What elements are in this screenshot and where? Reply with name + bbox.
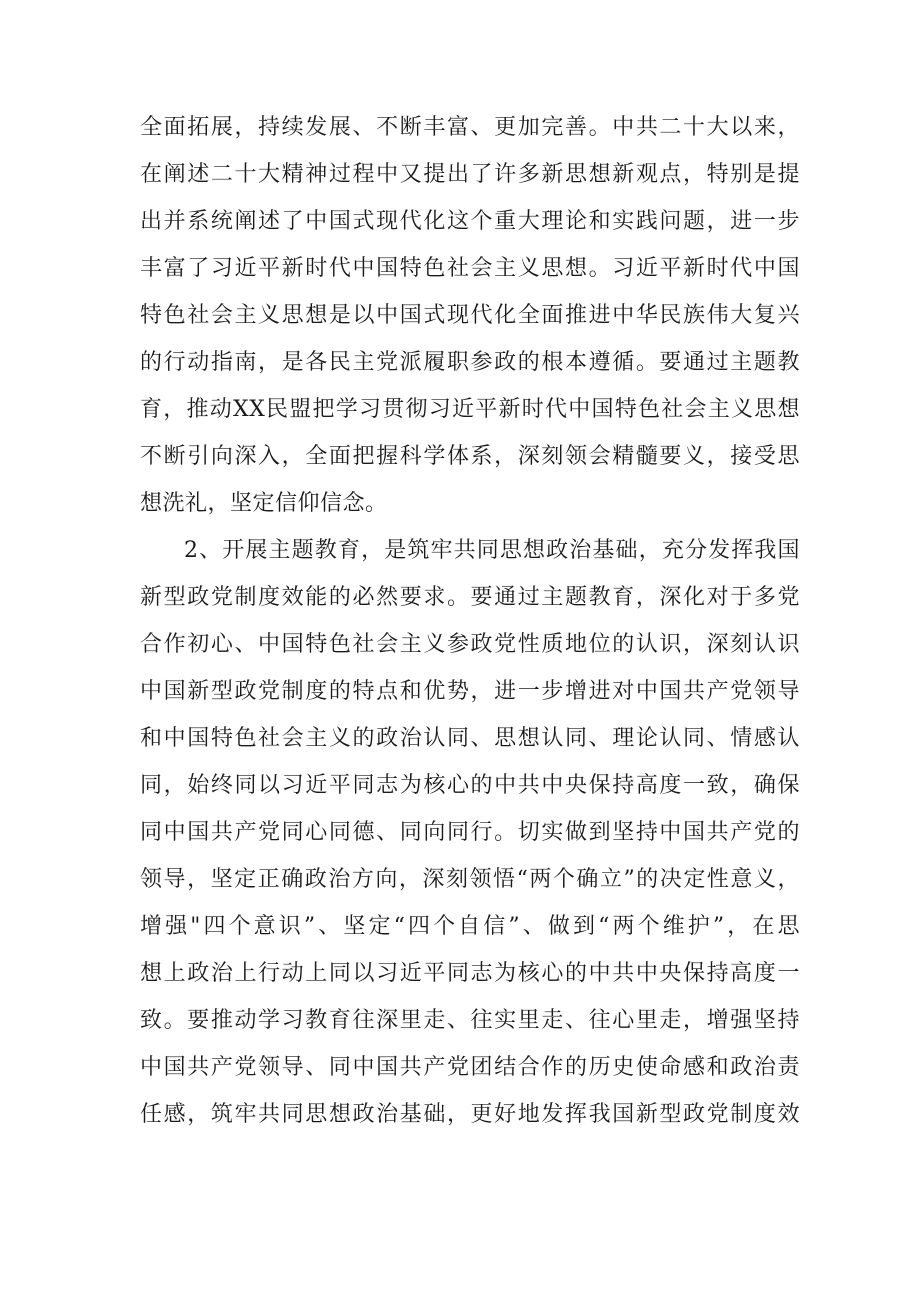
text-line: 领导，坚定正确政治方向，深刻领悟“两个确立”的决定性意义，	[140, 867, 800, 892]
text-line: 的行动指南，是各民主党派履职参政的根本遵循。要通过主题教	[140, 350, 800, 375]
text-line: 想上政治上行动上同以习近平同志为核心的中共中央保持高度一	[140, 961, 800, 986]
document-body	[140, 104, 800, 1138]
text-line: 增强"四个意识”、坚定“四个自信”、做到“两个维护”，在思	[140, 914, 800, 939]
text-line: 中国共产党领导、同中国共产党团结合作的历史使命感和政治责	[140, 1055, 800, 1080]
text-line: 新型政党制度效能的必然要求。要通过主题教育，深化对于多党	[140, 585, 800, 610]
text-line: 同中国共产党同心同德、同向同行。切实做到坚持中国共产党的	[140, 820, 800, 845]
text-line: 致。要推动学习教育往深里走、往实里走、往心里走，增强坚持	[140, 1008, 800, 1033]
text-line: 中国新型政党制度的特点和优势，进一步增进对中国共产党领导	[140, 679, 800, 704]
text-line: 特色社会主义思想是以中国式现代化全面推进中华民族伟大复兴	[140, 303, 800, 328]
text-line: 和中国特色社会主义的政治认同、思想认同、理论认同、情感认	[140, 726, 800, 751]
text-line: 2、开展主题教育，是筑牢共同思想政治基础，充分发挥我国	[184, 538, 800, 563]
text-line: 合作初心、中国特色社会主义参政党性质地位的认识，深刻认识	[140, 632, 800, 657]
paragraph-1	[140, 104, 800, 527]
text-line: 在阐述二十大精神过程中又提出了许多新思想新观点，特别是提	[140, 162, 800, 187]
text-line: 不断引向深入，全面把握科学体系，深刻领会精髓要义，接受思	[140, 444, 800, 469]
text-line: 任感，筑牢共同思想政治基础，更好地发挥我国新型政党制度效	[140, 1102, 800, 1127]
text-line: 丰富了习近平新时代中国特色社会主义思想。习近平新时代中国	[140, 256, 800, 281]
text-line: 育，推动XX民盟把学习贯彻习近平新时代中国特色社会主义思想	[140, 397, 800, 422]
text-line: 全面拓展，持续发展、不断丰富、更加完善。中共二十大以来，	[140, 115, 800, 140]
text-line: 出并系统阐述了中国式现代化这个重大理论和实践问题，进一步	[140, 209, 800, 234]
text-line: 想洗礼，坚定信仰信念。	[140, 491, 388, 516]
paragraph-2	[140, 527, 800, 1138]
text-line: 同，始终同以习近平同志为核心的中共中央保持高度一致，确保	[140, 773, 800, 798]
